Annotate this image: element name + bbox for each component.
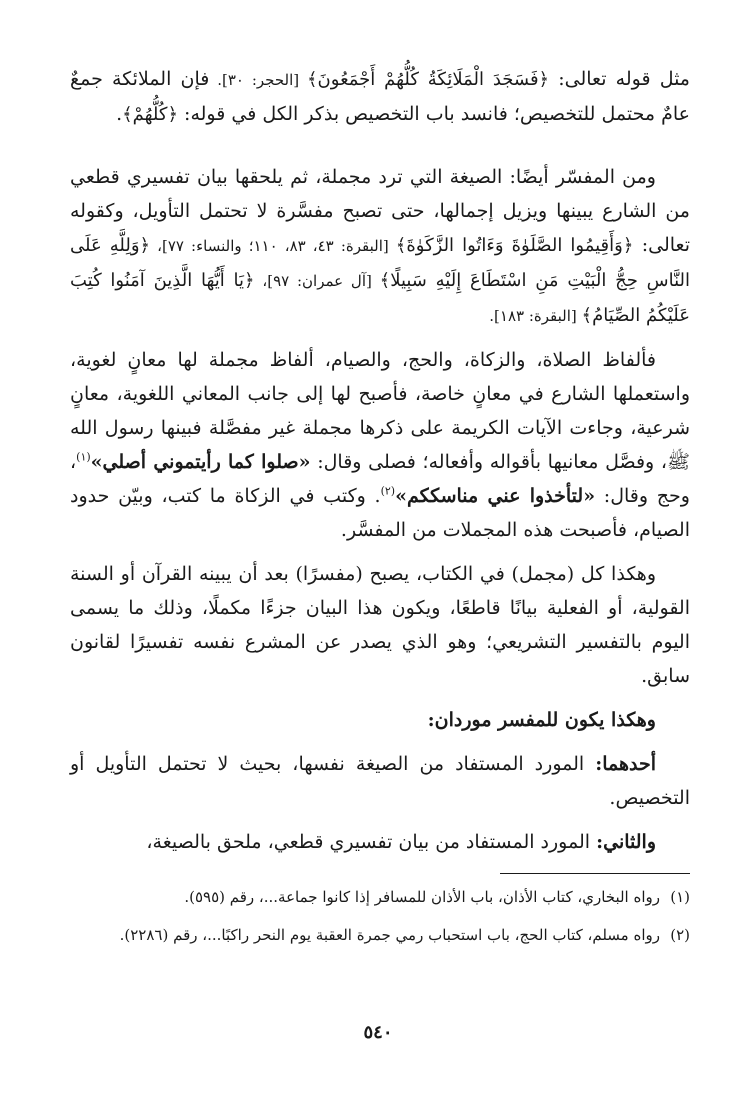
text-run: المورد المستفاد من الصيغة نفسها، بحيث لا تحتمل التأويل أو التخصيص. — [70, 753, 690, 809]
paragraph-3 — [70, 343, 690, 547]
item-label: أحدهما: — [595, 753, 656, 775]
section-heading: وهكذا يكون للمفسر موردان: — [427, 709, 656, 731]
footnote-number: (١) — [670, 888, 690, 906]
text-run: . — [116, 103, 123, 125]
text-run: ، وحج وقال: — [70, 451, 690, 507]
footnote-number: (٢) — [670, 926, 690, 944]
text-run: ومن المفسّر أيضًا: الصيغة التي ترد مجملة، ثم يلحقها بيان تفسيري قطعي من الشارع يبينها ويزيل إجمالها، حتى تصبح مفسَّرة لا تحتمل التأويل، وكقوله تعالى: — [70, 166, 691, 256]
page-number: ٥٤٠ — [363, 1022, 393, 1043]
quran-verse: ﴿وَأَقِيمُوا الصَّلَوٰةَ وَءَاتُوا الزَّكَوٰةَ﴾ — [395, 235, 634, 256]
paragraph-5 — [70, 747, 690, 815]
quran-verse: ﴿وَلِلَّهِ عَلَى النَّاسِ حِجُّ الْبَيْتِ مَنِ اسْتَطَاعَ إِلَيْهِ سَبِيلًا﴾ — [70, 235, 690, 291]
verse-reference: [الحجر: ٣٠]. — [209, 71, 307, 89]
quran-verse: ﴿يَا أَيُّهَا الَّذِينَ آمَنُوا كُتِبَ عَلَيْكُمُ الصِّيَامُ﴾ — [70, 270, 690, 326]
verse-reference: [البقرة: ١٨٣]. — [489, 307, 582, 325]
paragraph-2 — [70, 160, 690, 333]
hadith-quote: «صلوا كما رأيتموني أصلي» — [90, 451, 311, 473]
footnote-2 — [70, 922, 690, 948]
footnote-1 — [70, 884, 690, 910]
verse-reference: [البقرة: ٤٣، ٨٣، ١١٠؛ والنساء: ٧٧]، — [150, 237, 396, 255]
paragraph-4: وهكذا كل (مجمل) في الكتاب، يصبح (مفسرًا) بعد أن يبينه القرآن أو السنة القولية، أو الفعلية بيانًا قاطعًا، ويكون هذا البيان جزءًا مكملًا، وذلك ما يسمى اليوم بالتفسير التشريعي؛ وهو الذي يصدر عن المشرع نفسه تفسيرًا لقانون سابق. — [70, 563, 690, 687]
text-run: المورد المستفاد من بيان تفسيري قطعي، ملحق بالصيغة، — [146, 831, 597, 853]
text-run: . وكتب في الزكاة ما كتب، وبيّن حدود الصيام، فأصبحت هذه المجملات من المفسَّر. — [70, 485, 690, 541]
hadith-quote: «لتأخذوا عني مناسككم» — [395, 485, 596, 507]
footnote-divider — [500, 873, 690, 874]
footnotes — [70, 884, 690, 960]
text-run: فألفاظ الصلاة، والزكاة، والحج، والصيام، ألفاظ مجملة لها معانٍ لغوية، واستعملها الشارع في معانٍ خاصة، فأصبح لها إلى جانب المعاني اللغوية، معانٍ شرعية، وجاءت الآيات الكريمة على ذكرها مجملة غير مفصَّلة فبينها رسول الله ﷺ، وفصَّل معانيها بأقواله وأفعاله؛ فصلى وقال: — [70, 349, 690, 473]
verse-reference: [آل عمران: ٩٧]، — [254, 272, 380, 290]
paragraph-1 — [70, 62, 690, 132]
main-text — [70, 62, 690, 869]
text-run: فإن الملائكة جمعٌ عامٌ محتمل للتخصيص؛ فانسد باب التخصيص بذكر الكل في قوله: — [70, 68, 690, 125]
footnote-marker: (١) — [76, 450, 91, 464]
footnote-marker: (٢) — [380, 484, 396, 498]
footnote-text: رواه مسلم، كتاب الحج، باب استحباب رمي جمرة العقبة يوم النحر راكبًا...، رقم (٢٢٨٦). — [119, 926, 660, 944]
quran-verse: ﴿كُلُّهُمْ﴾ — [122, 104, 179, 125]
text-run: مثل قوله تعالى: — [549, 68, 690, 90]
paragraph-6 — [70, 825, 690, 859]
quran-verse: ﴿فَسَجَدَ الْمَلَائِكَةُ كُلُّهُمْ أَجْمَعُونَ﴾ — [307, 69, 550, 90]
footnote-text: رواه البخاري، كتاب الأذان، باب الأذان للمسافر إذا كانوا جماعة...، رقم (٥٩٥). — [184, 888, 660, 906]
item-label: والثاني: — [596, 831, 656, 853]
